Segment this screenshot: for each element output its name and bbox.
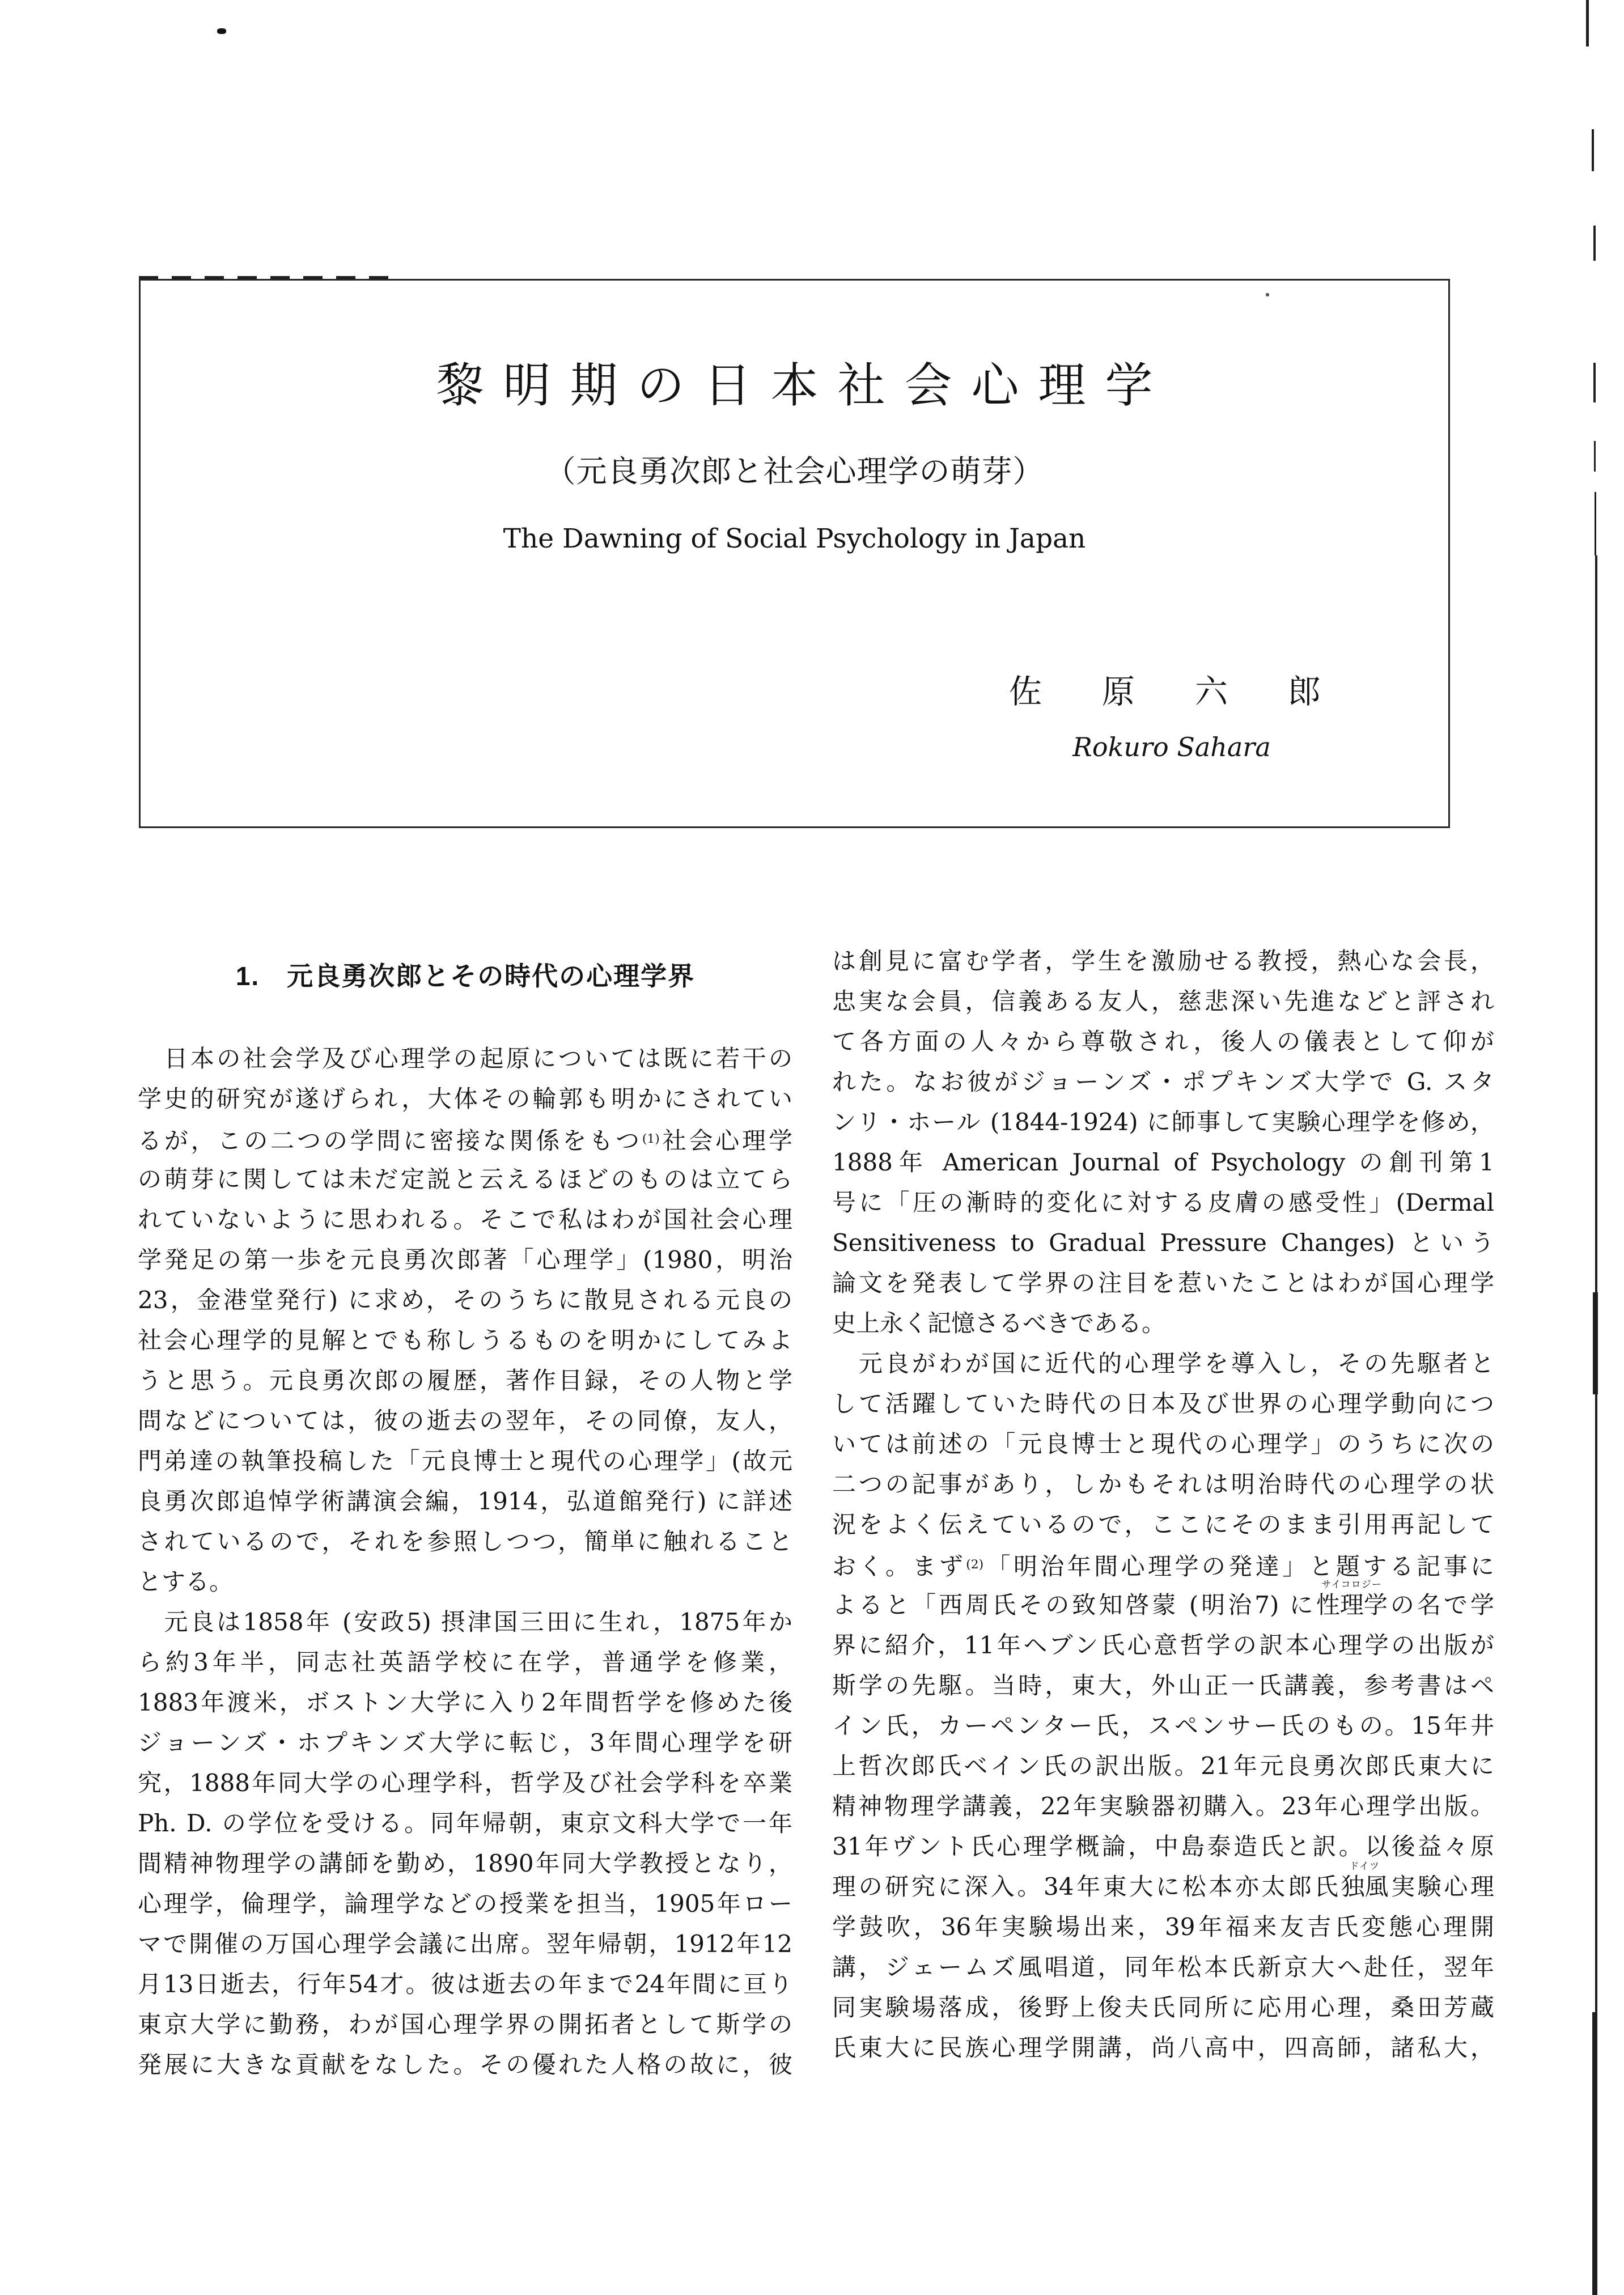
text-line: 理の研究に深入。34年東大に松本亦太郎氏独風 ドイツ 実験心理	[832, 1860, 1494, 1901]
author-name-romanized: Rokuro Sahara	[1072, 732, 1271, 762]
text-line: して活躍していた時代の日本及び世界の心理学動向につ	[832, 1390, 1494, 1418]
scan-dash-artifact	[139, 276, 388, 279]
text-line: 論文を発表して学界の注目を惹いたことはわが国心理学	[832, 1269, 1494, 1297]
section-heading: 1. 元良勇次郎とその時代の心理学界	[235, 961, 696, 991]
page-edge-mark	[1592, 2012, 1597, 2295]
text-line: とする。	[138, 1568, 234, 1596]
right-column	[832, 941, 1494, 2068]
text-line: 上哲次郎氏ベイン氏の訳出版。21年元良勇次郎氏東大に	[832, 1752, 1494, 1780]
text-line: 23，金港堂発行) に求め，そのうちに散見される元良の	[138, 1286, 792, 1314]
text-line: 良勇次郎追悼学術講演会編，1914，弘道館発行) に詳述	[138, 1487, 792, 1515]
text-line: 1883年渡米，ボストン大学に入り2年間哲学を修めた後	[138, 1689, 792, 1716]
scan-speck	[217, 28, 226, 34]
paper-title-english: The Dawning of Social Psychology in Japan	[503, 523, 1086, 554]
ruby-annotation: ドイツ	[1349, 1860, 1380, 1872]
text-line: 史上永く記憶さるべきである。	[832, 1309, 1166, 1337]
page-edge-mark	[1593, 226, 1596, 261]
text-line: 精神物理学講義，22年実験器初購入。23年心理学出版。	[832, 1792, 1494, 1820]
text-line: よると「西周氏その致知啓蒙 (明治7) に性理学 サイコロジー の名で学	[832, 1578, 1494, 1619]
ruby-annotation: サイコロジー	[1321, 1578, 1383, 1590]
text-line: 元良がわが国に近代的心理学を導入し，その先駆者と	[832, 1350, 1494, 1377]
superscript-ref: (2)	[966, 1558, 984, 1572]
paper-title-japanese: 黎明期の日本社会心理学	[436, 358, 1172, 413]
page-edge-mark	[1593, 1292, 1598, 1394]
text-line: 号に「圧の漸時的変化に対する皮膚の感受性」(Dermal	[832, 1189, 1494, 1216]
text-line: 問などについては，彼の逝去の翌年，その同僚，友人，	[138, 1407, 792, 1435]
text-line: いては前述の「元良博士と現代の心理学」のうちに次の	[832, 1430, 1494, 1458]
text-line: 二つの記事があり，しかもそれは明治時代の心理学の状	[832, 1470, 1494, 1498]
text-line: て各方面の人々から尊敬され，後人の儀表として仰が	[832, 1028, 1494, 1055]
left-column	[138, 1038, 792, 2085]
author-block	[1006, 665, 1337, 762]
paper-subtitle: （元良勇次郎と社会心理学の萌芽）	[545, 453, 1044, 489]
text-line: れた。なお彼がジョーンズ・ポプキンズ大学で G. スタ	[832, 1068, 1494, 1096]
text-line: ら約3年半，同志社英語学校に在学，普通学を修業，	[138, 1648, 792, 1676]
page-edge-mark	[1595, 492, 1596, 555]
text-line: 心理学，倫理学，論理学などの授業を担当，1905年ロー	[138, 1890, 792, 1918]
text-line: マで開催の万国心理学会議に出席。翌年帰朝，1912年12	[138, 1930, 792, 1958]
text-line: 東京大学に勤務，わが国心理学界の開拓者として斯学の	[138, 2010, 792, 2038]
text-line: 学鼓吹，36年実験場出来，39年福来友吉氏変態心理開	[832, 1913, 1494, 1941]
page-edge-mark	[1586, 0, 1589, 46]
text-line: るが，この二つの学問に密接な関係をもつ$^{(1)}$社会心理学	[138, 1126, 792, 1155]
text-line: 門弟達の執筆投稿した「元良博士と現代の心理学」(故元	[138, 1447, 792, 1475]
text-line: ンリ・ホール (1844-1924) に師事して実験心理学を修め，	[832, 1108, 1494, 1136]
author-name-japanese: 佐 原 六 郎	[1008, 672, 1334, 711]
text-line: 同実験場落成，後野上俊夫氏同所に応用心理，桑田芳蔵	[832, 1993, 1494, 2021]
page-edge-mark	[1593, 363, 1596, 402]
text-line: れていないように思われる。そこで私はわが国社会心理	[138, 1206, 792, 1233]
text-line: は創見に富む学者，学生を激励せる教授，熱心な会長，	[832, 947, 1494, 975]
text-line: 31年ヴント氏心理学概論，中島泰造氏と訳。以後益々原	[832, 1832, 1494, 1860]
text-line: おく。まず$^{(2)}$「明治年間心理学の発達」と題する記事に	[832, 1552, 1494, 1580]
text-line: 究，1888年同大学の心理学科，哲学及び社会学科を卒業	[138, 1769, 792, 1797]
text-line: 元良は1858年 (安政5) 摂津国三田に生れ，1875年か	[138, 1608, 792, 1636]
text-line: 社会心理学的見解とでも称しうるものを明かにしてみよ	[138, 1326, 792, 1354]
text-line: 斯学の先駆。当時，東大，外山正一氏講義，参考書はペ	[832, 1672, 1494, 1699]
superscript-ref: (1)	[642, 1132, 660, 1146]
text-line: 間精神物理学の講師を勤め，1890年同大学教授となり，	[138, 1849, 792, 1877]
page-edge-mark	[1592, 129, 1594, 171]
text-line: Ph. D. の学位を受ける。同年帰朝，東京文科大学で一年	[138, 1809, 792, 1837]
text-line: 日本の社会学及び心理学の起原については既に若干の	[138, 1045, 792, 1072]
text-line: 氏東大に民族心理学開講，尚八高中，四高師，諸私大，	[832, 2034, 1494, 2061]
text-line: 忠実な会員，信義ある友人，慈悲深い先進などと評され	[832, 987, 1494, 1015]
title-box	[139, 279, 1450, 828]
text-line: されているので，それを参照しつつ，簡単に触れること	[138, 1528, 792, 1555]
text-line: 況をよく伝えているので，ここにそのまま引用再記して	[832, 1511, 1494, 1538]
text-line: 学史的研究が遂げられ，大体その輪郭も明かにされてい	[138, 1085, 792, 1113]
text-line: 1888年 American Journal of Psychology の創刊第1	[832, 1148, 1494, 1176]
text-line: 月13日逝去，行年54才。彼は逝去の年まで24年間に亘り	[138, 1970, 792, 1998]
text-line: 講，ジェームズ風唱道，同年松本氏新京大へ赴任，翌年	[832, 1953, 1494, 1981]
text-line: の萌芽に関しては未だ定説と云えるほどのものは立てら	[138, 1165, 792, 1193]
text-line: 界に紹介，11年ヘブン氏心意哲学の訳本心理学の出版が	[832, 1631, 1494, 1659]
text-line: 発展に大きな貢献をなした。その優れた人格の故に，彼	[138, 2051, 792, 2078]
text-line: Sensitiveness to Gradual Pressure Changes) という	[832, 1229, 1494, 1257]
text-line: 学発足の第一歩を元良勇次郎著「心理学」(1980，明治	[138, 1246, 792, 1274]
text-line: うと思う。元良勇次郎の履歴，著作目録，その人物と学	[138, 1367, 792, 1394]
page-edge-mark	[1594, 441, 1596, 472]
text-line: ジョーンズ・ホプキンズ大学に転じ，3年間心理学を研	[138, 1729, 792, 1757]
text-line: イン氏，カーペンター氏，スペンサー氏のもの。15年井	[832, 1712, 1494, 1740]
